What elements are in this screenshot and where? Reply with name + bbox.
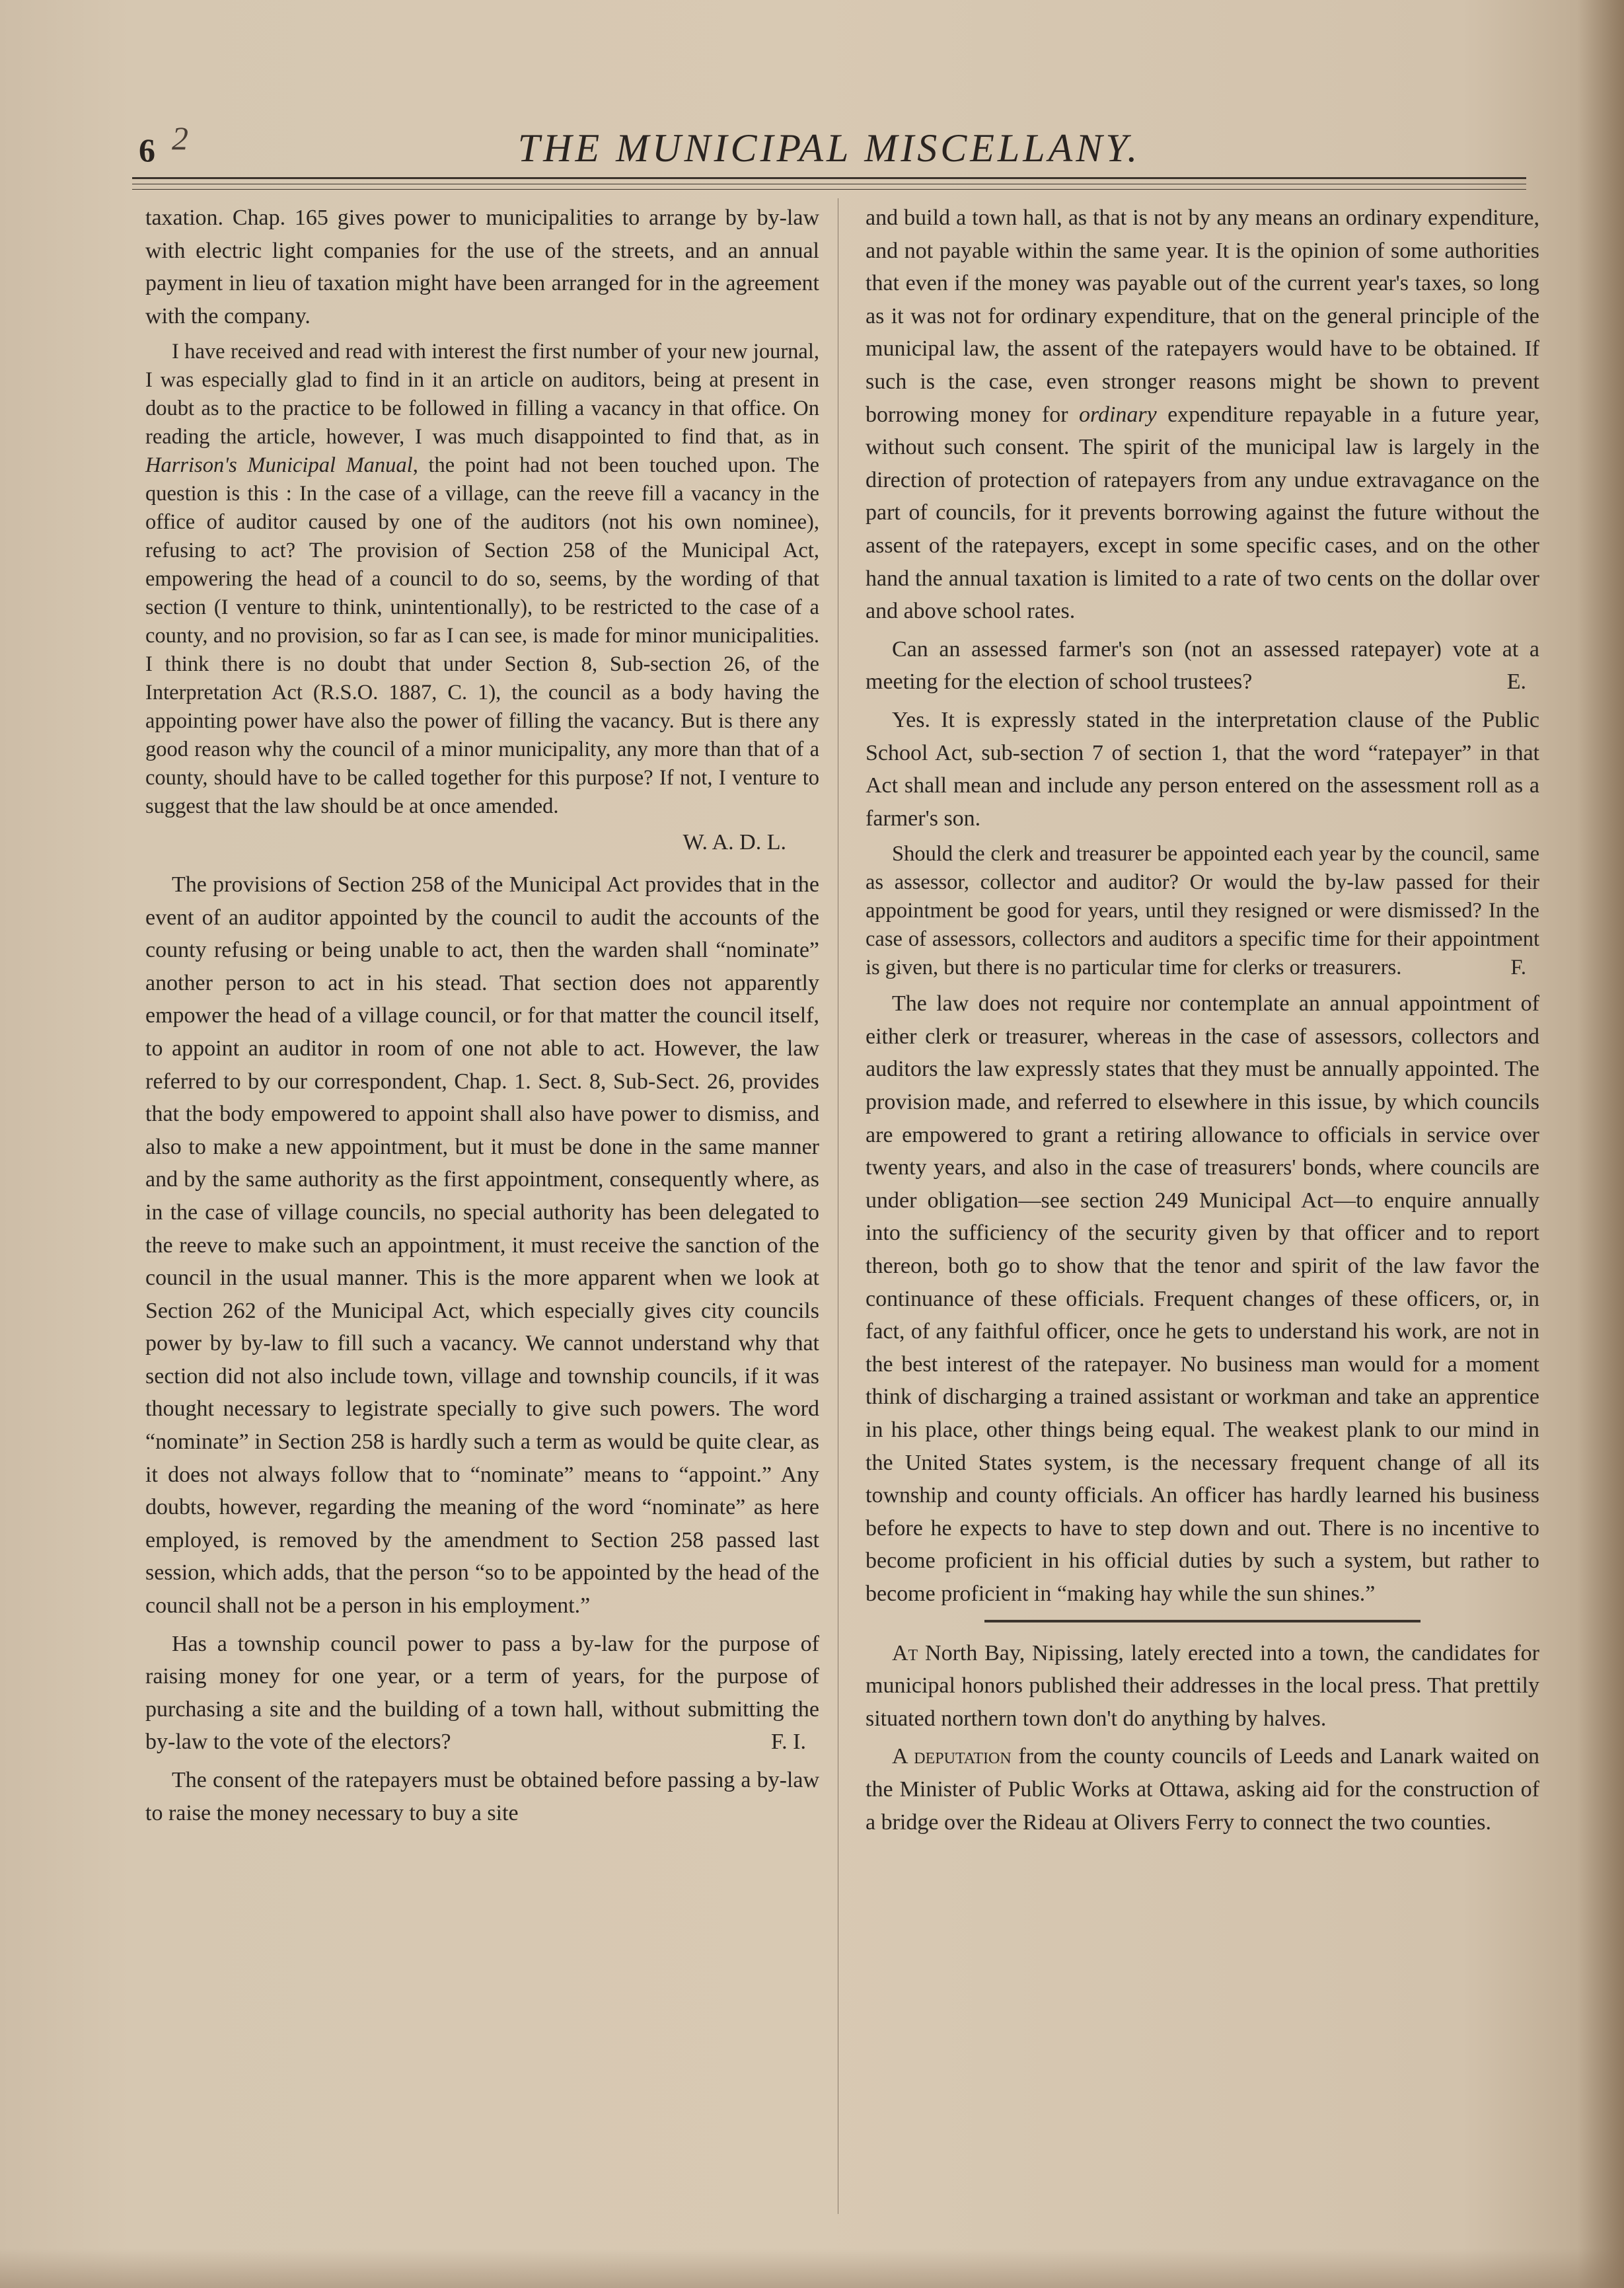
page-spine-shadow	[1578, 0, 1624, 2288]
left-column	[145, 202, 819, 1835]
ordinary-emphasis: ordinary	[1078, 402, 1157, 427]
question-signature-e: E.	[1506, 669, 1526, 695]
question-farmers-son: Can an assessed farmer's son (not an assessed ratepayer) vote at a meeting for the election of school trustees? E.	[866, 633, 1539, 699]
answer-town-hall-start: The consent of the ratepayers must be obtained before passing a by-law to raise the money necessary to buy a site	[145, 1768, 819, 1825]
letter-signature: W. A. D. L.	[683, 830, 786, 855]
page-header	[132, 119, 1526, 178]
item-north-bay: At North Bay, Nipissing, lately erected into a town, the candidates for municipal honors published their addresses in the local press. That prettily situated northern town don't do anything by halves.	[866, 1640, 1539, 1731]
answer-clerk-treasurer: The law does not require nor contemplate an annual appointment of either clerk or treasurer, whereas in the case of assessors, collectors and auditors the law expressly states that they must be annually appointed. The provision made, and referred to elsewhere in this issue, by which councils are empowered to grant a retiring allowance to officials in service over twenty years, and also in the case of treasurers' bonds, where councils are under obligation—see section 249 Municipal Act—to enquire annually into the sufficiency of the security given by that officer and to report thereon, both go to show that the tenor and spirit of the law favor the continuance of these officials. Frequent changes of these officers, or, in fact, of any faithful officer, once he gets to understand his work, are not in the best interest of the ratepayer. No business man would for a moment think of discharging a trained assistant or workman and take an apprentice in his place, other things being equal. The weakest plank to our mind in the United States system, is the necessary frequent change of all its township and county officials. An officer has hardly learned his business before he expects to have to step down and out. There is no incentive to become proficient in his official duties by such a system, but rather to become proficient in “making hay while the sun shines.”	[866, 991, 1539, 1606]
journal-title: THE MUNICIPAL MISCELLANY.	[517, 126, 1141, 170]
answer-farmers-son: Yes. It is expressly stated in the interpretation clause of the Public School Act, sub-section 7 of section 1, that the word “ratepayer” in that Act shall mean and include any person entered on the assessment roll as a farmer's son.	[866, 707, 1539, 831]
manual-title: Harrison's Municipal Manual	[145, 453, 413, 478]
answer-auditors: The provisions of Section 258 of the Municipal Act provides that in the event of an auditor appointed by the council to audit the accounts of the county refusing or being unable to act, then the warden shall “nominate” another person to act in his stead. That section does not apparently empower the head of a village council, or for that matter the council itself, to appoint an auditor in room of one not able to act. However, the law referred to by our correspondent, Chap. 1. Sect. 8, Sub-Sect. 26, provides that the body empowered to appoint shall also have power to dismiss, and also to make a new appointment, but it must be done in the same manner and by the same authority as the first appointment, consequently where, as in the case of village councils, no special authority has been delegated to the reeve to make such an appointment, it must receive the sanction of the council in the usual manner. This is the more apparent when we look at Section 262 of the Municipal Act, which especially gives city councils power by by-law to fill such a vacancy. We cannot understand why that section did not also include town, village and township councils, if it was thought necessary to legistrate specially to give such powers. The word “nominate” in Section 258 is hardly such a term as would be quite clear, as it does not always follow that to “nominate” means to “appoint.” Any doubts, however, regarding the meaning of the word “nominate” as here employed, is removed by the amendment to Section 258 passed last session, which adds, that the person “so to be appointed by the head of the council shall not be a person in his employment.”	[145, 872, 819, 1619]
page-number: 6	[139, 132, 155, 169]
section-rule	[984, 1620, 1421, 1622]
header-rule-thick	[132, 177, 1526, 179]
right-column	[866, 202, 1539, 1844]
handwritten-page-mark: 2	[172, 120, 188, 157]
header-rule-thin-2	[132, 189, 1526, 190]
question-signature: F. I.	[770, 1730, 806, 1755]
paragraph-taxation: taxation. Chap. 165 gives power to municipalities to arrange by by-law with electric light companies for the use of the streets, and an annual payment in lieu of taxation might have been arranged for in the agreement with the company.	[145, 206, 819, 328]
item-deputation: A deputation from the county councils of Leeds and Lanark waited on the Minister of Public Works at Ottawa, asking aid for the construction of a bridge over the Rideau at Olivers Ferry to connect the two counties.	[866, 1744, 1540, 1835]
question-signature-f: F.	[1510, 956, 1526, 980]
answer-town-hall-continued: and build a town hall, as that is not by any means an ordinary expenditure, and not payable within the same year. It is the opinion of some authorities that even if the money was payable out of the current year's taxes, so long as it was not for ordinary expenditure, that on the general principle of the municipal law, the assent of the ratepayers would have to be obtained. If such is the case, even stronger reasons might be shown to prevent borrowing money for ordinary expenditure repayable in a future year, without such consent. The spirit of the municipal law is largely in the direction of protection of ratepayers from any undue extravagance on the part of councils, for it prevents borrowing against the future without the assent of the ratepayers, except in some specific cases, and on the other hand the annual taxation is limited to a rate of two cents on the dollar over and above school rates.	[866, 206, 1540, 624]
question-clerk-treasurer: Should the clerk and treasurer be appointed each year by the council, same as assessor, collector and auditor? Or would the by-law passed for their appointment be good for years, until they resigned or were dismissed? In the case of assessors, collectors and auditors a specific time for their appointment is given, but there is no particular time for clerks or treasurers. F.	[866, 840, 1539, 982]
page-bottom-edge	[0, 2248, 1624, 2288]
letter-auditors: I have received and read with interest the first number of your new journal, I was especially glad to find in it an article on auditors, being at present in doubt as to the practice to be followed in filling a vacancy in that office. On reading the article, however, I was much disappointed to find that, as in Harrison's Municipal Manual, the point had not been touched upon. The question is this : In the case of a village, can the reeve fill a vacancy in the office of auditor caused by one of the auditors (not his own nominee), refusing to act? The provision of Section 258 of the Municipal Act, empowering the head of a council to do so, seems, by the wording of that section (I venture to think, unintentionally), to be restricted to the case of a county, and no provision, so far as I can see, is made for minor municipalities. I think there is no doubt that under Section 8, Sub-section 26, of the Interpretation Act (R.S.O. 1887, C. 1), the council as a body having the appointing power have also the power of filling the vacancy. But is there any good reason why the council of a minor municipality, any more than that of a county, should have to be called together for this purpose? If not, I venture to suggest that the law should be at once amended.	[145, 340, 820, 819]
question-town-hall: Has a township council power to pass a by-law for the purpose of raising money for one year, or a term of years, for the purpose of purchasing a site and the building of a town hall, without submitting the by-law to the vote of the electors? F. I.	[145, 1628, 819, 1759]
